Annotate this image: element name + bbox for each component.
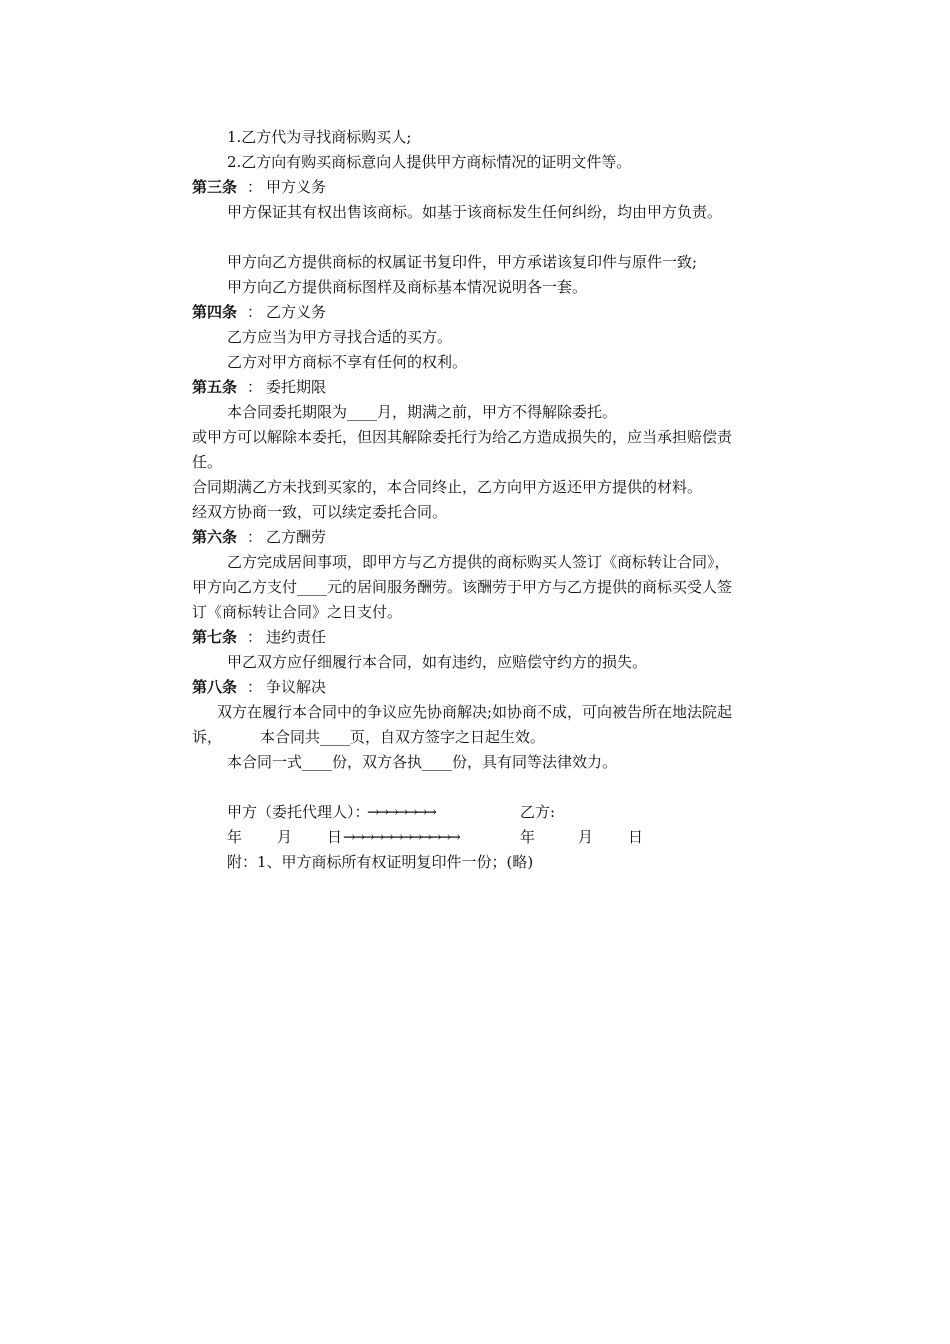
- article-5-para-3: 合同期满乙方未找到买家的，本合同终止，乙方向甲方返还甲方提供的材料。: [192, 478, 703, 496]
- article-4-separator: ：: [247, 303, 263, 321]
- date-a-year: 年: [227, 828, 243, 846]
- article-8-para-3: 本合同一式____份，双方各执____份，具有同等法律效力。: [227, 753, 618, 771]
- article-5-separator: ：: [247, 378, 263, 396]
- signature-party-b-label: 乙方:: [520, 803, 556, 821]
- article-3-para-1: 甲方保证其有权出售该商标。如基于该商标发生任何纠纷，均由甲方负责。: [227, 203, 723, 221]
- article-3-para-2: 甲方向乙方提供商标的权属证书复印件，甲方承诺该复印件与原件一致;: [227, 253, 698, 271]
- article-6-number: 第六条: [192, 528, 238, 546]
- article-3-title: 甲方义务: [266, 178, 327, 196]
- signature-party-a-line: →→→→→→→: [367, 803, 434, 821]
- article-6-para-1-cont: 甲方向乙方支付____元的居间服务酬劳。该酬劳于甲方与乙方提供的商标买受人签: [192, 578, 733, 596]
- article-7-heading: [192, 627, 326, 647]
- article-5-number: 第五条: [192, 378, 238, 396]
- article-8-para-2: 本合同共____页，自双方签字之日起生效。: [260, 728, 546, 746]
- article-7-para-1: 甲乙双方应仔细履行本合同，如有违约，应赔偿守约方的损失。: [227, 653, 648, 671]
- article-6-para-1-end: 订《商标转让合同》之日支付。: [192, 603, 403, 621]
- article-7-number: 第七条: [192, 628, 238, 646]
- article-4-number: 第四条: [192, 303, 238, 321]
- article-8-separator: ：: [247, 678, 263, 696]
- date-b-year: 年: [520, 828, 536, 846]
- article-6-para-1: 乙方完成居间事项，即甲方与乙方提供的商标购买人签订《商标转让合同》，: [227, 553, 730, 571]
- clause-item-2: 2.乙方向有购买商标意向人提供甲方商标情况的证明文件等。: [227, 153, 632, 171]
- article-5-title: 委托期限: [266, 378, 327, 396]
- article-7-separator: ：: [247, 628, 263, 646]
- article-4-para-2: 乙方对甲方商标不享有任何的权利。: [227, 353, 468, 371]
- article-8-heading: [192, 677, 326, 697]
- article-6-heading: [192, 527, 326, 547]
- article-3-heading: [192, 177, 326, 197]
- article-3-number: 第三条: [192, 178, 238, 196]
- article-7-title: 违约责任: [266, 628, 327, 646]
- date-a-month: 月: [277, 828, 293, 846]
- article-5-para-4: 经双方协商一致，可以续定委托合同。: [192, 503, 448, 521]
- date-b-day: 日: [628, 828, 644, 846]
- article-6-separator: ：: [247, 528, 263, 546]
- article-4-title: 乙方义务: [266, 303, 327, 321]
- clause-item-1: 1.乙方代为寻找商标购买人;: [227, 128, 412, 146]
- article-5-para-2: 或甲方可以解除本委托，但因其解除委托行为给乙方造成损失的，应当承担赔偿责: [192, 428, 733, 446]
- article-5-heading: [192, 377, 326, 397]
- signature-party-a-label: 甲方（委托代理人）：: [227, 803, 370, 821]
- attachment-note: 附：1、甲方商标所有权证明复印件一份；(略): [227, 853, 534, 871]
- article-8-para-1-end: 诉，: [192, 728, 223, 746]
- article-8-para-1: 双方在履行本合同中的争议应先协商解决;如协商不成，可向被告所在地法院起: [217, 703, 733, 721]
- article-5-para-2-cont: 任。: [192, 453, 223, 471]
- article-4-para-1: 乙方应当为甲方寻找合适的买方。: [227, 328, 453, 346]
- article-3-para-3: 甲方向乙方提供商标图样及商标基本情况说明各一套。: [227, 278, 588, 296]
- article-4-heading: [192, 302, 326, 322]
- date-separator-line: →→→→→→→→→→→→: [343, 828, 458, 846]
- article-8-number: 第八条: [192, 678, 238, 696]
- article-3-separator: ：: [247, 178, 263, 196]
- article-5-para-1: 本合同委托期限为____月，期满之前，甲方不得解除委托。: [227, 403, 618, 421]
- article-6-title: 乙方酬劳: [266, 528, 327, 546]
- article-8-title: 争议解决: [266, 678, 327, 696]
- date-b-month: 月: [578, 828, 594, 846]
- date-a-day: 日: [327, 828, 343, 846]
